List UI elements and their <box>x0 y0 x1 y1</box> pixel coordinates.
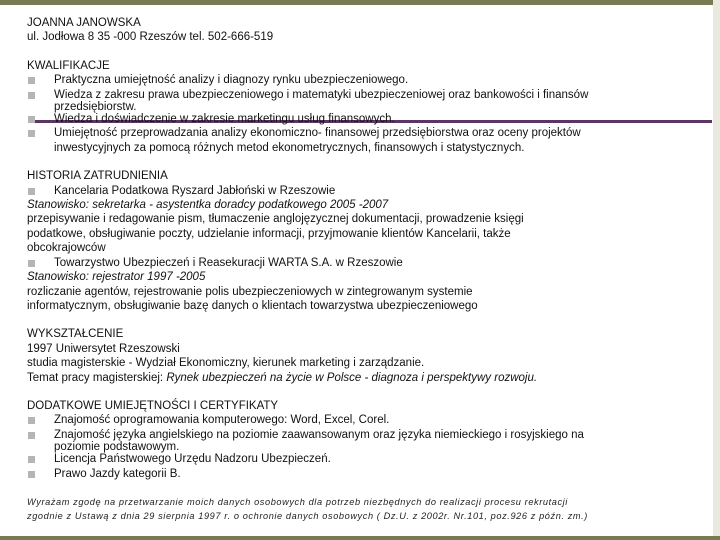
qualifications-title: KWALIFIKACJE <box>27 59 110 72</box>
skills-section <box>27 399 707 481</box>
education-section <box>27 327 707 385</box>
employer-name: Kancelaria Podatkowa Ryszard Jabłoński w Rzeszowie <box>54 184 336 197</box>
skill-item <box>27 467 707 481</box>
consent-line: Wyrażam zgodę na przetwarzanie moich danych osobowych dla potrzeb niezbędnych do realizacji procesu rekrutacji <box>27 496 568 507</box>
skill-text: Licencja Państwowego Urzędu Nadzoru Ubezpieczeń. <box>54 453 331 466</box>
qualification-text-cont: inwestycyjnych za pomocą różnych metod ekonometrycznych, finansowych i statystycznych. <box>54 141 525 154</box>
education-title: WYKSZTAŁCENIE <box>27 328 124 341</box>
qualification-text: Wiedza i doświadczenie w zakresie marketingu usług finansowych. <box>54 113 395 126</box>
square-bullet-icon <box>28 92 35 99</box>
person-name: JOANNA JANOWSKA <box>27 17 141 29</box>
qualification-text: Wiedza z zakresu prawa ubezpieczeniowego i matematyki ubezpieczeniowej oraz bankowości i finansów <box>54 88 589 101</box>
job-position: Stanowisko: rejestrator 1997 -2005 <box>27 271 206 284</box>
job-description: informatycznym, obsługiwanie bazę danych o klientach towarzystwa ubezpieczeniowego <box>27 299 478 312</box>
skill-item <box>27 413 707 427</box>
skill-text: Prawo Jazdy kategorii B. <box>54 467 181 480</box>
skill-text-cont: poziomie podstawowym. <box>54 441 180 454</box>
square-bullet-icon <box>28 417 35 424</box>
employment-title: HISTORIA ZATRUDNIENIA <box>27 170 168 183</box>
square-bullet-icon <box>28 116 35 123</box>
thesis-line <box>27 371 707 385</box>
square-bullet-icon <box>28 260 35 267</box>
square-bullet-icon <box>28 77 35 84</box>
contact-info: ul. Jodłowa 8 35 -000 Rzeszów tel. 502-666-519 <box>27 31 274 44</box>
right-edge-bar <box>713 0 720 540</box>
employer-name: Towarzystwo Ubezpieczeń i Reasekuracji WARTA S.A. w Rzeszowie <box>54 256 403 269</box>
job-description: obcokrajowców <box>27 242 106 255</box>
thesis-title: Rynek ubezpieczeń na życie w Polsce - diagnoza i perspektywy rozwoju. <box>166 371 538 384</box>
qualification-text-cont: przedsiębiorstw. <box>54 101 137 114</box>
square-bullet-icon <box>28 471 35 478</box>
job-position: Stanowisko: sekretarka - asystentka doradcy podatkowego 2005 -2007 <box>27 199 389 212</box>
job-description: podatkowe, obsługiwanie poczty, udzielanie informacji, przyjmowanie klientów Kancelarii, także <box>27 227 511 240</box>
employment-item <box>27 184 707 198</box>
header-block <box>27 16 707 45</box>
thesis-label: Temat pracy magisterskiej: <box>27 371 164 384</box>
education-school: 1997 Uniwersytet Rzeszowski <box>27 342 180 355</box>
skills-title: DODATKOWE UMIEJĘTNOŚCI I CERTYFIKATY <box>27 399 279 412</box>
bottom-rule <box>0 536 720 540</box>
skill-text: Znajomość oprogramowania komputerowego: Word, Excel, Corel. <box>54 414 390 427</box>
square-bullet-icon <box>28 432 35 439</box>
qualification-text: Praktyczna umiejętność analizy i diagnozy rynku ubezpieczeniowego. <box>54 74 409 87</box>
education-studies: studia magisterskie - Wydział Ekonomiczny, kierunek marketing i zarządzanie. <box>27 357 425 370</box>
qualification-item <box>27 112 707 126</box>
consent-line: zgodnie z Ustawą z dnia 29 sierpnia 1997 r. o ochronie danych osobowych ( Dz.U. z 2002r. Nr.101, poz.926 z późn. zm.) <box>27 510 588 521</box>
skill-item <box>27 428 707 452</box>
qualification-item <box>27 126 707 155</box>
skill-item <box>27 452 707 466</box>
square-bullet-icon <box>28 456 35 463</box>
top-rule <box>0 0 720 5</box>
employment-section <box>27 169 707 313</box>
square-bullet-icon <box>28 130 35 137</box>
consent-clause <box>27 495 707 523</box>
qualification-text: Umiejętność przeprowadzania analizy ekonomiczno- finansowej przedsiębiorstwa oraz oceny projektów <box>54 127 581 140</box>
employment-item <box>27 256 707 270</box>
cv-content <box>27 16 707 523</box>
job-description: przepisywanie i redagowanie pism, tłumaczenie anglojęzycznej dokumentacji, prowadzenie księgi <box>27 213 524 226</box>
qualifications-section <box>27 59 707 155</box>
square-bullet-icon <box>28 188 35 195</box>
job-description: rozliczanie agentów, rejestrowanie polis ubezpieczeniowych w zintegrowanym systemie <box>27 285 473 298</box>
qualification-item <box>27 73 707 87</box>
qualification-item <box>27 88 707 112</box>
skill-text: Znajomość języka angielskiego na poziomie zaawansowanym oraz języka niemieckiego i rosyjskiego na <box>54 428 584 441</box>
